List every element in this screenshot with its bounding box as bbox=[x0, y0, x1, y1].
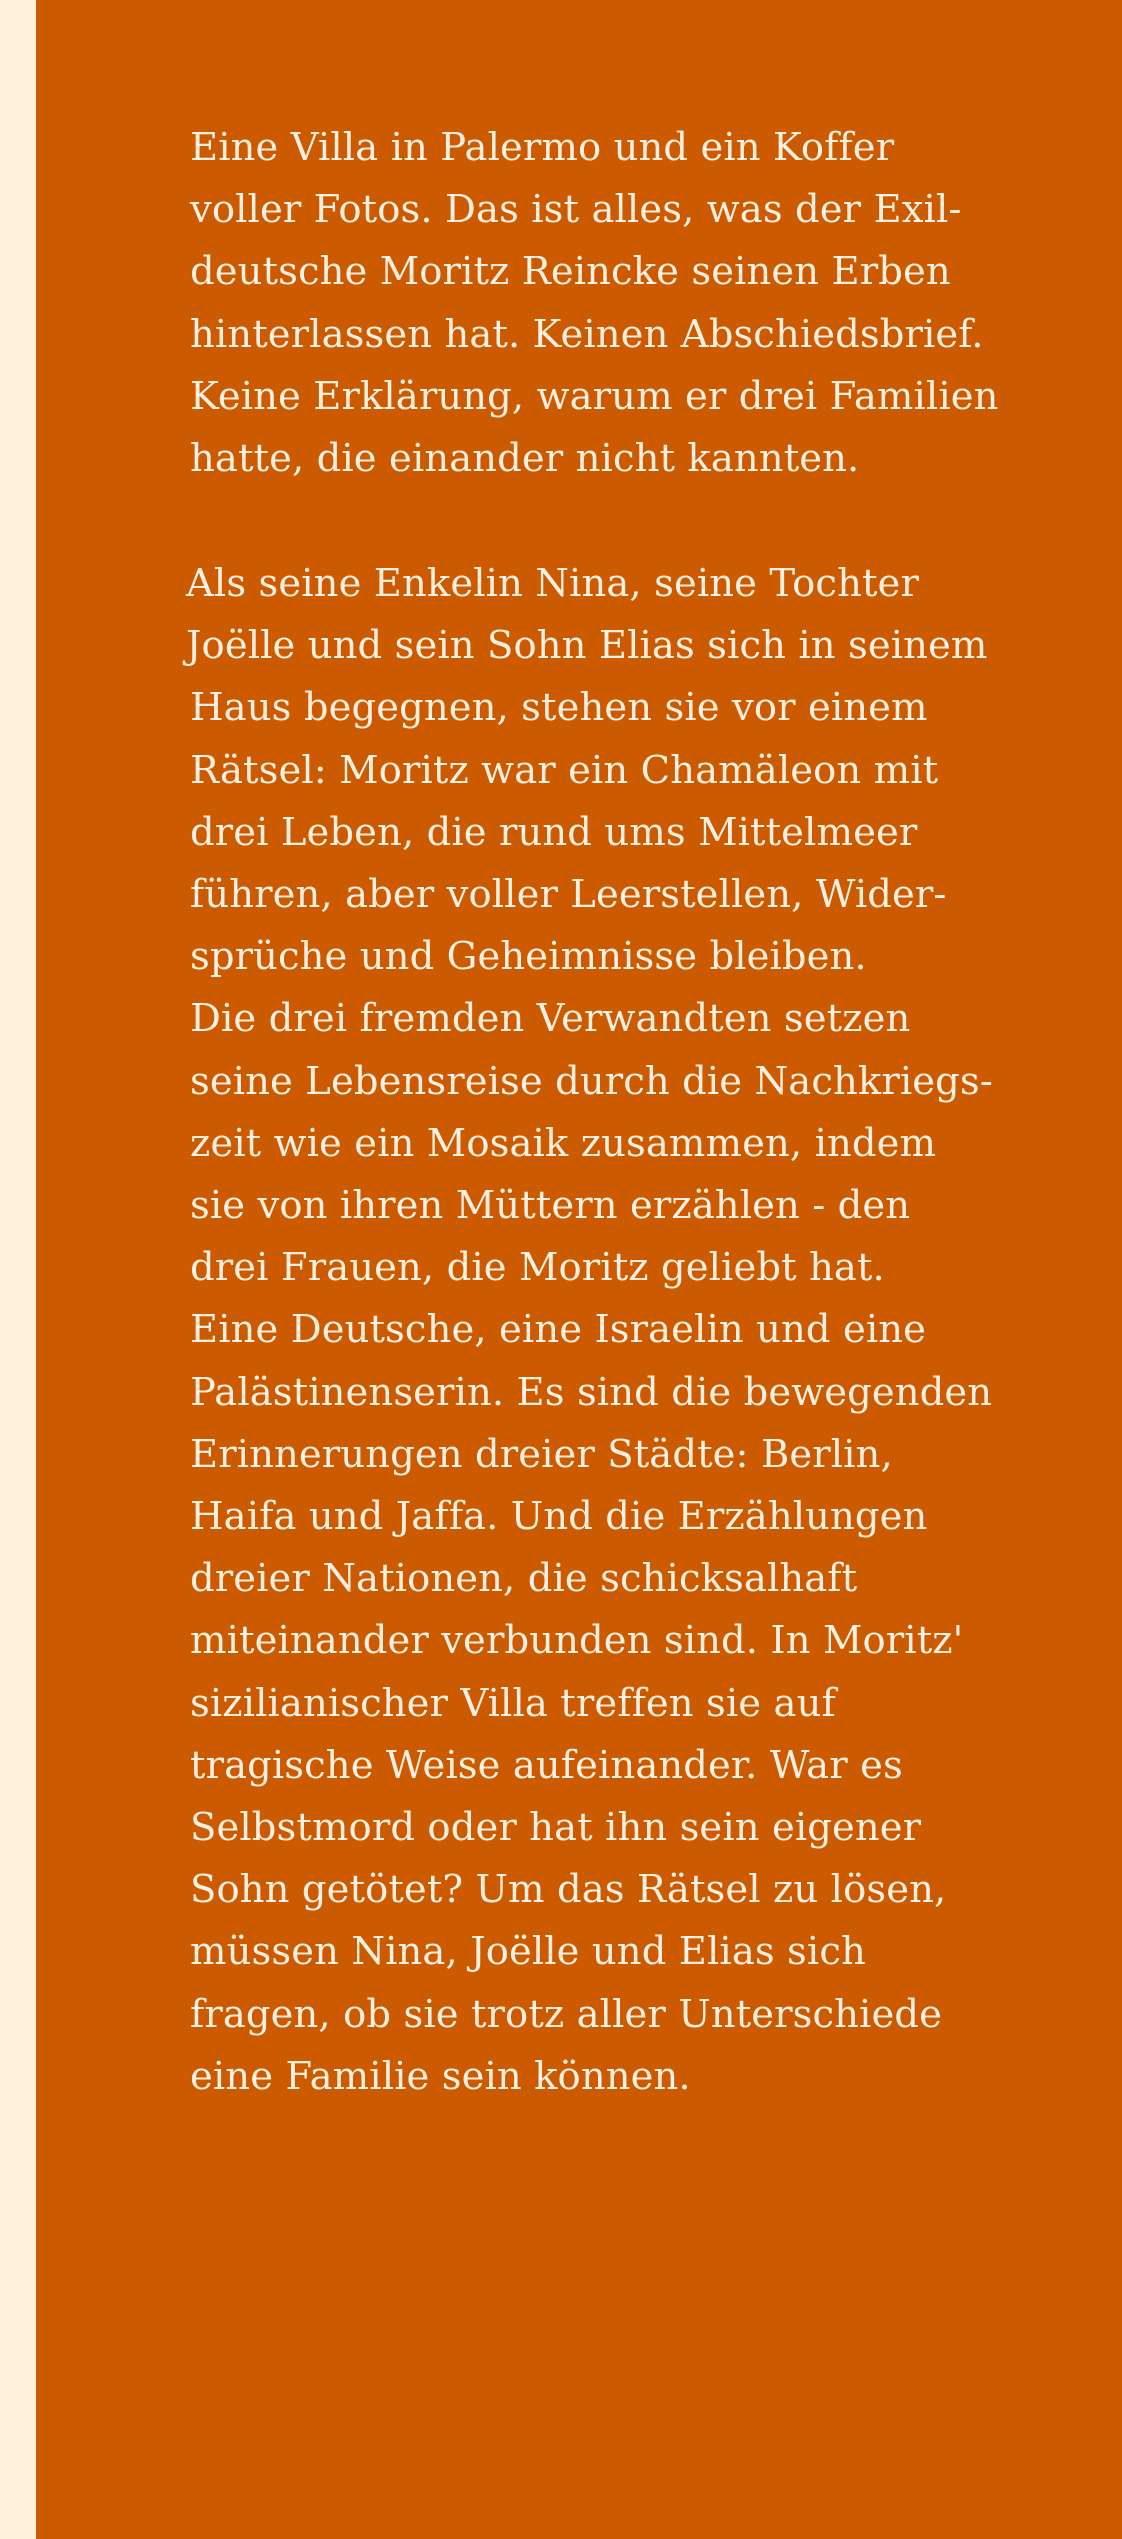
blurb-line: Palästinenserin. Es sind die bewegenden bbox=[190, 1369, 993, 1415]
blurb-line: Sohn getötet? Um das Rätsel zu lösen, bbox=[190, 1867, 947, 1913]
blurb-line: Keine Erklärung, warum er drei Familien bbox=[190, 373, 999, 419]
blurb-line: hinterlassen hat. Keinen Abschiedsbrief. bbox=[190, 311, 984, 357]
blurb-line: voller Fotos. Das ist alles, was der Exil- bbox=[190, 187, 962, 233]
blurb-line: hatte, die einander nicht kannten. bbox=[190, 436, 860, 482]
blurb-line: Joëlle und sein Sohn Elias sich in seinem bbox=[186, 623, 988, 669]
blurb-line: sie von ihren Müttern erzählen - den bbox=[190, 1183, 911, 1229]
blurb-line: eine Familie sein können. bbox=[190, 2053, 691, 2099]
blurb-line: sizilianischer Villa treffen sie auf bbox=[190, 1680, 836, 1726]
blurb-line: zeit wie ein Mosaik zusammen, indem bbox=[190, 1120, 937, 1166]
blurb-line: drei Leben, die rund ums Mittelmeer bbox=[190, 809, 918, 855]
blurb-line: Als seine Enkelin Nina, seine Tochter bbox=[186, 561, 919, 606]
blurb-line: sprüche und Geheimnisse bleiben. bbox=[190, 934, 867, 980]
cover-panel bbox=[36, 0, 1122, 2539]
blurb-line: Rätsel: Moritz war ein Chamäleon mit bbox=[190, 747, 939, 793]
blurb-line: führen, aber voller Leerstellen, Wider- bbox=[190, 872, 947, 918]
blurb-line: drei Frauen, die Moritz geliebt hat. bbox=[190, 1245, 885, 1291]
blurb-line: Die drei fremden Verwandten setzen bbox=[190, 996, 911, 1042]
blurb-line: deutsche Moritz Reincke seinen Erben bbox=[190, 249, 951, 295]
blurb-line: seine Lebensreise durch die Nachkriegs- bbox=[190, 1058, 993, 1104]
blurb-line: Haus begegnen, stehen sie vor einem bbox=[190, 685, 928, 731]
blurb-line: dreier Nationen, die schicksalhaft bbox=[190, 1556, 858, 1602]
blurb-line: Erinnerungen dreier Städte: Berlin, bbox=[190, 1431, 893, 1477]
blurb-line: müssen Nina, Joëlle und Elias sich bbox=[190, 1929, 866, 1975]
blurb-line: tragische Weise aufeinander. War es bbox=[190, 1742, 903, 1788]
blurb-line: Selbstmord oder hat ihn sein eigener bbox=[190, 1805, 922, 1851]
blurb-line: miteinander verbunden sind. In Moritz' bbox=[190, 1618, 964, 1664]
blurb-paragraph-2 bbox=[186, 553, 1070, 2108]
blurb-line: Eine Villa in Palermo und ein Koffer bbox=[190, 125, 895, 170]
blurb-line: Eine Deutsche, eine Israelin und eine bbox=[190, 1307, 927, 1353]
blurb-line: fragen, ob sie trotz aller Unterschiede bbox=[190, 1991, 942, 2037]
blurb-line: Haifa und Jaffa. Und die Erzählungen bbox=[190, 1494, 928, 1540]
blurb-paragraph-1 bbox=[190, 117, 1070, 490]
